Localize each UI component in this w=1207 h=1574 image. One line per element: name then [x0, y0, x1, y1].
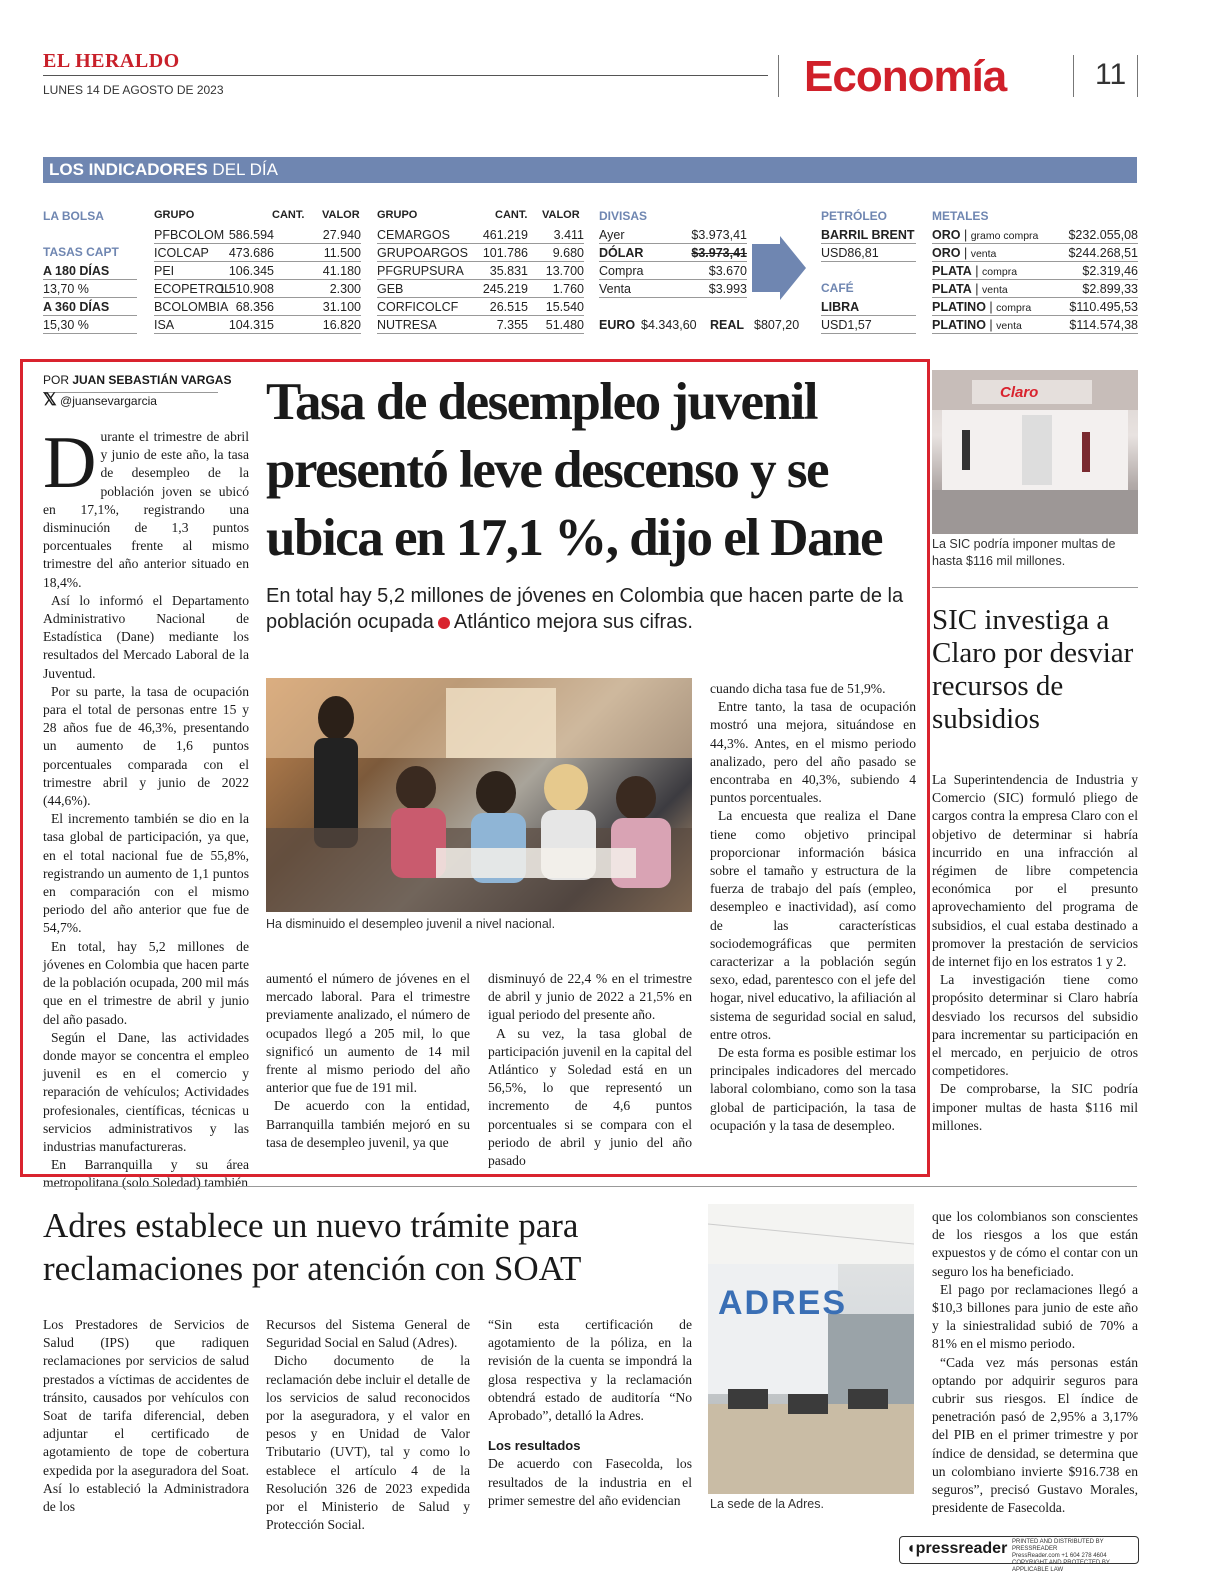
stock-row: PFBCOLOM 586.594 27.940	[154, 228, 361, 242]
subheading: Los resultados	[488, 1438, 581, 1454]
article-column-3: disminuyó de 22,4 % en el trimestre de abril y junio de 2022 a 21,5% en igual periodo del presente año. A su vez, la tasa global de participación juvenil en la capital del Atlántico y Soledad está en un 56,5%, lo que representó un incremento de 4,6 puntos porcentuales si se compara con el periodo de abril y junio del año pasado	[488, 971, 692, 1169]
divisas-title: DIVISAS	[599, 209, 648, 223]
job-seekers-photo	[266, 678, 692, 912]
stock-row: CEMARGOS 461.219 3.411	[377, 228, 584, 242]
col-header-grupo: GRUPO	[377, 209, 418, 221]
col-header-grupo: GRUPO	[154, 209, 195, 221]
bottom-column-1: Los Prestadores de Servicios de Salud (IPS) que radiquen reclamaciones por servicios de salud prestados a víctimas de accidentes de tránsito, causados por vehículos con Soat de tarifa diferencial, deben adjuntar el certificado de agotamiento de tope de cobertura expedida por la aseguradora del Soat. Así lo estableció la Administradora de los	[43, 1317, 249, 1515]
header-divider	[1137, 55, 1138, 97]
office-illustration	[708, 1204, 914, 1494]
brent-row: BARRIL BRENT	[821, 228, 915, 242]
bottom-column-2: Recursos del Sistema General de Seguridad Social en Salud (Adres). Dicho documento de la reclamación debe incluir el detalle de los servicios de salud reconocidos por la aseguradora, y el valor en pesos y en Unidad de Valor Tributario (UVT), tal y como lo establece el artículo 4 de la Resolución 326 de 2023 expedida por el Ministerio de Salud y Protección Social.	[266, 1317, 470, 1533]
stock-row: NUTRESA 7.355 51.480	[377, 318, 584, 332]
stock-row: BCOLOMBIA 68.356 31.100	[154, 300, 361, 314]
page-number: 11	[1095, 58, 1127, 91]
bullet-dot-icon	[438, 617, 450, 629]
metal-row: PLATA | venta $2.899,33	[932, 282, 1138, 296]
tasas-title: TASAS CAPT	[43, 245, 119, 259]
indicators-bar-bold: LOS INDICADORES	[49, 160, 208, 179]
tasa-row: A 360 DÍAS	[43, 298, 137, 316]
side-rule	[932, 587, 1138, 588]
drop-cap: D	[43, 422, 97, 504]
metal-row: ORO | gramo compra $232.055,08	[932, 228, 1138, 242]
header-divider	[778, 55, 779, 97]
col-header-valor: VALOR	[322, 209, 360, 221]
issue-date: LUNES 14 DE AGOSTO DE 2023	[43, 83, 224, 97]
bottom-column-3: “Sin esta certificación de agotamiento de la póliza, en la revisión de la cuenta se impondrá la glosa respectiva y la reclamación obtendrá estado de auditoría “No Aprobado”, detalló la Adres. Los resultados De acuerdo con Fasecolda, los resultados de la industria en el primer semestre del año evidencian	[488, 1317, 692, 1508]
side-article-text: La Superintendencia de Industria y Comercio (SIC) formuló pliego de cargos contra la empresa Claro con el objetivo de determinar si habría incurrido en una infracción al régimen de libre competencia económica por el presunto aprovechamiento del programa de subsidios, el cual estaba destinado a promover la prestación de servicios de internet fijo en los estratos 1 y 2. La investigación tiene como propósito determinar si Claro habría desviado los recursos del subsidio para incrementar su participación en el mercado, en perjuicio de otros competidores. De comprobarse, la SIC podría imponer multas de hasta $116 mil millones.	[932, 772, 1138, 1133]
claro-store-photo	[932, 370, 1138, 534]
claro-sign: Claro	[1000, 384, 1039, 401]
euro-real-row: EURO $4.343,60 REAL $807,20	[599, 318, 800, 332]
col-header-cant: CANT.	[272, 209, 305, 221]
stock-row: GRUPOARGOS 101.786 9.680	[377, 246, 584, 260]
stock-row: GEB 245.219 1.760	[377, 282, 584, 296]
currency-row: Ayer $3.973,41	[599, 228, 747, 242]
pressreader-badge	[899, 1536, 1139, 1573]
currency-row: DÓLAR $3.973,41	[599, 246, 747, 260]
main-headline: Tasa de desempleo juvenil presentó leve descenso y se ubica en 17,1 %, dijo el Dane	[266, 373, 883, 567]
metal-row: PLATINO | compra $110.495,53	[932, 300, 1138, 314]
photo-caption: Ha disminuido el desempleo juvenil a nivel nacional.	[266, 917, 556, 931]
petroleo-title: PETRÓLEO	[821, 209, 888, 223]
indicators-bar-rest: DEL DÍA	[207, 160, 278, 179]
stock-row: ICOLCAP 473.686 11.500	[154, 246, 361, 260]
pressreader-logo: ◖pressreader	[906, 1540, 1008, 1557]
metal-row: ORO | venta $244.268,51	[932, 246, 1138, 260]
main-subhead: En total hay 5,2 millones de jóvenes en Colombia que hacen parte de la población ocupada Atlántico mejora sus cifras.	[266, 585, 904, 633]
section-title: Economía	[804, 52, 1007, 101]
metal-row: PLATA | compra $2.319,46	[932, 264, 1138, 278]
indicators-bar	[43, 157, 1137, 183]
tasa-row: 13,70 %	[43, 280, 137, 298]
bottom-caption: La sede de la Adres.	[710, 1497, 824, 1511]
twitter-handle: 𝕏 @juansevargarcia	[43, 390, 157, 409]
metales-title: METALES	[932, 209, 989, 223]
side-headline: SIC investiga a Claro por desviar recursos de subsidios	[932, 604, 1134, 735]
currency-row: Compra $3.670	[599, 264, 747, 278]
bolsa-title: LA BOLSA	[43, 209, 104, 223]
brent-value-row: USD86,81	[821, 244, 916, 262]
stock-row: ECOPETROL 1.510.908 2.300	[154, 282, 361, 296]
bottom-column-4: que los colombianos son conscientes de los riesgos a los que están expuestos y de cómo el contar con un seguro los ha beneficiado. El pago por reclamaciones llegó a $10,3 billones para junio de este año y la siniestralidad subió de 70% a 81% en el mismo periodo. “Cada vez más personas están optando por adquirir seguros para cubrir sus riesgos. El índice de penetración pasó de 2,95% a 3,17% del PIB en el primer trimestre y por índice de densidad, se determina que un colombiano invierte $916.738 en seguros”, precisó Gustavo Morales, presidente de Fasecolda.	[932, 1209, 1138, 1516]
side-caption: La SIC podría imponer multas de hasta $116 mil millones.	[932, 537, 1116, 568]
stock-row: PEI 106.345 41.180	[154, 264, 361, 278]
article-column-4: cuando dicha tasa fue de 51,9%. Entre tanto, la tasa de ocupación mostró una mejora, situándose en 44,3%. Antes, en el mismo periodo analizado, pero del año pasado se encontraba en 40,3%, subiendo 4 puntos porcentuales. La encuesta que realiza el Dane tiene como objetivo principal proporcionar información básica sobre el tamaño y estructura de la fuerza de trabajo del país (empleo, desempleo e inactividad), así como de las características sociodemográficas que permiten caracterizar a la población según sexo, edad, parentesco con el jefe del hogar, nivel educativo, la afiliación al sistema de seguridad social en salud, entre otros. De esta forma es posible estimar los principales indicadores del mercado laboral colombiano, como son la tasa global de participación, la tasa de ocupación y la tasa de desempleo.	[710, 681, 916, 1133]
cafe-row: LIBRA	[821, 298, 916, 316]
masthead: EL HERALDO	[43, 50, 180, 72]
header-rule	[43, 75, 768, 76]
pressreader-fine-print: PRINTED AND DISTRIBUTED BY PRESSREADER PressReader.com +1 604 278 4604 COPYRIGHT AND PROTECTED BY APPLICABLE LAW	[1012, 1539, 1110, 1573]
tasa-row: 15,30 %	[43, 316, 137, 334]
adres-sign: ADRES	[718, 1284, 848, 1322]
stock-row: PFGRUPSURA 35.831 13.700	[377, 264, 584, 278]
article-column-2: aumentó el número de jóvenes en el mercado laboral. Para el trimestre previamente analizado, el número de ocupados llegó a 205 mil, lo que significó un aumento de 14 mil frente al mismo periodo del año anterior que fue de 191 mil. De acuerdo con la entidad, Barranquilla también mejoró en su tasa de desempleo juvenil, ya que	[266, 971, 470, 1150]
metal-row: PLATINO | venta $114.574,38	[932, 318, 1138, 332]
arrow-right-icon	[752, 236, 806, 300]
bottom-rule	[43, 1186, 1137, 1187]
people-illustration	[266, 678, 692, 912]
cafe-value-row: USD1,57	[821, 316, 916, 334]
stock-row: ISA 104.315 16.820	[154, 318, 361, 332]
pressreader-p-icon: ◖	[906, 1540, 916, 1557]
byline: POR JUAN SEBASTIÁN VARGAS	[43, 373, 232, 387]
bottom-headline: Adres establece un nuevo trámite para reclamaciones por atención con SOAT	[43, 1206, 582, 1288]
x-logo-icon: 𝕏	[43, 390, 57, 409]
article-column-1: D urante el trimestre de abril y junio de este año, la tasa de desempleo de la población joven se ubicó en 17,1%, registrando una disminución de 1,3 puntos porcentuales frente al mismo trimestre del año anterior situado en 18,4%. Así lo informó el Departamento Administrativo Nacional de Estadística (Dane) mediante los resultados del Mercado Laboral de la Juventud. Por su parte, la tasa de ocupación para el total de personas entre 15 y 28 años fue de 46,3%, presentando un aumento de 1,6 puntos porcentuales comparada con el trimestre abril y junio de 2022 (44,6%). El incremento también se dio en la tasa global de participación, ya que, en el total nacional fue de 55,8%, registrando un aumento de 1,1 puntos en comparación con el mismo periodo del año anterior que fue de 54,7%. En total, hay 5,2 millones de jóvenes en Colombia que hacen parte de la población ocupada, 200 mil más que en el trimestre de abril y junio del año pasado. Según el Dane, las actividades donde mayor se concentra el empleo juvenil es en el comercio y reparación de vehículos; Actividades profesionales, científicas, técnicas u servicios administrativos y las industrias manufactureras. En Barranquilla y su área metropolitana (solo Soledad) también	[43, 422, 249, 1191]
adres-office-photo	[708, 1204, 914, 1494]
stock-row: CORFICOLCF 26.515 15.540	[377, 300, 584, 314]
header-divider	[1073, 55, 1074, 97]
cafe-title: CAFÉ	[821, 281, 854, 295]
col-header-valor: VALOR	[542, 209, 580, 221]
col-header-cant: CANT.	[495, 209, 528, 221]
currency-row: Venta $3.993	[599, 282, 747, 296]
tasa-row: A 180 DÍAS	[43, 262, 137, 280]
